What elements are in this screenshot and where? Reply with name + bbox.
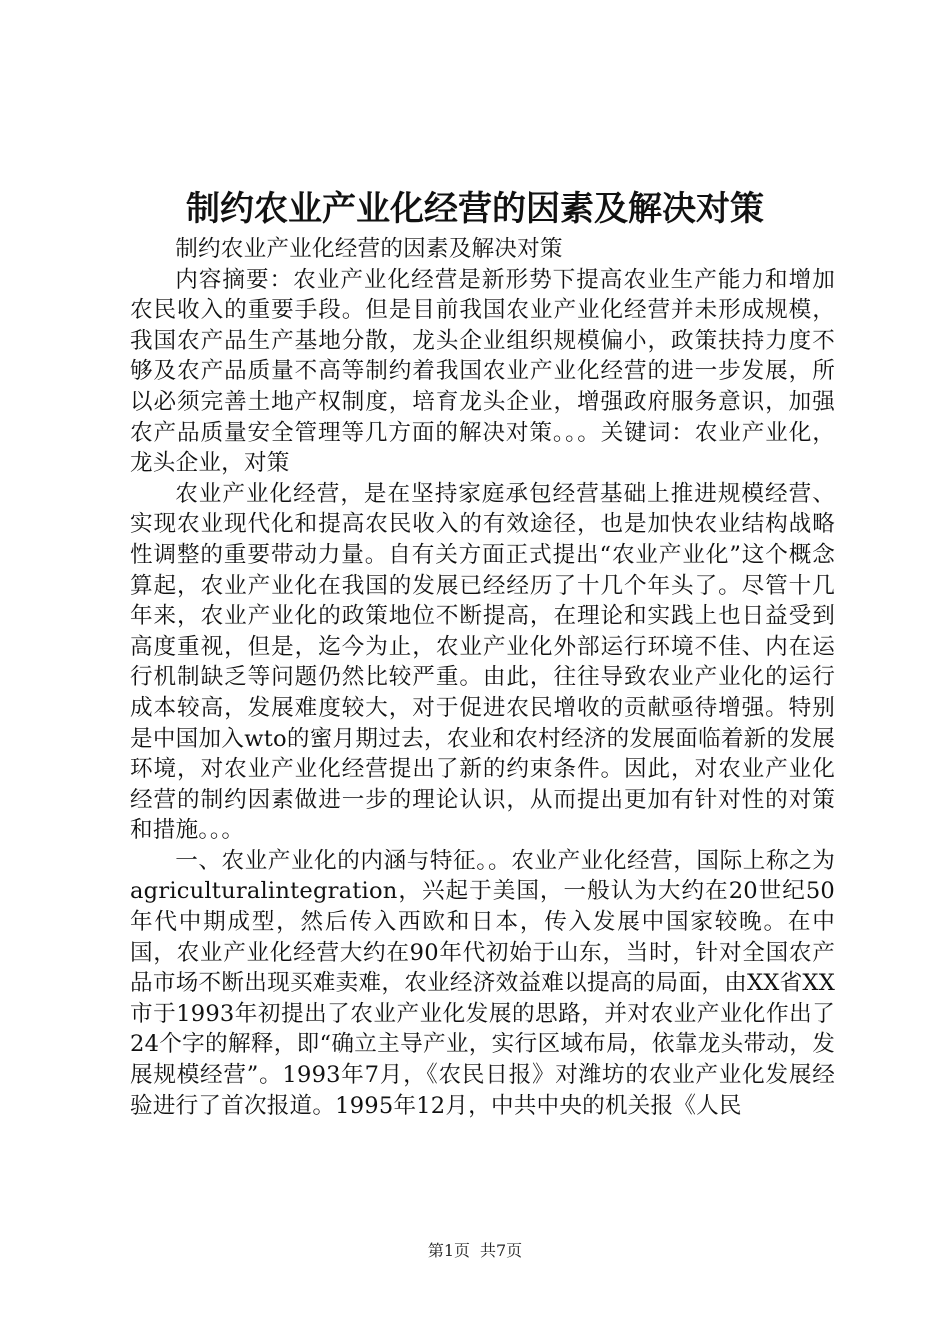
document-title: 制约农业产业化经营的因素及解决对策 [186, 189, 764, 229]
page-total: 共7页 [480, 1241, 523, 1260]
paragraph-section-one: 一、农业产业化的内涵与特征。。农业产业化经营，国际上称之为agriculturalintegration，兴起于美国，一般认为大约在20世纪50年代中期成型，然后传入西欧和日本，传入发展中国家较晚。在中国，农业产业化经营大约在90年代初始于山东，当时，针对全国农产品市场不断出现买难卖难，农业经济效益难以提高的局面，由XX省XX市于1993年初提出了农业产业化发展的思路，并对农业产业化作出了24个字的解释，即“确立主导产业，实行区域布局，依靠龙头带动，发展规模经营”。1993年7月，《农民日报》对潍坊的农业产业化发展经验进行了首次报道。1995年12月，中共中央的机关报《人民 [130, 847, 835, 1119]
document-body [130, 234, 835, 1121]
page-footer [0, 1240, 950, 1262]
page-number: 第1页 [427, 1241, 470, 1260]
paragraph-abstract: 内容摘要：农业产业化经营是新形势下提高农业生产能力和增加农民收入的重要手段。但是目前我国农业产业化经营并未形成规模，我国农产品生产基地分散，龙头企业组织规模偏小，政策扶持力度不够及农产品质量不高等制约着我国农业产业化经营的进一步发展，所以必须完善土地产权制度，培育龙头企业，增强政府服务意识，加强农产品质量安全管理等几方面的解决对策。。。关键词：农业产业化，龙头企业，对策 [130, 266, 835, 477]
paragraph-subtitle: 制约农业产业化经营的因素及解决对策 [175, 236, 563, 262]
paragraph-introduction: 农业产业化经营，是在坚持家庭承包经营基础上推进规模经营、实现农业现代化和提高农民收入的有效途径，也是加快农业结构战略性调整的重要带动力量。自有关方面正式提出“农业产业化”这个概念算起，农业产业化在我国的发展已经经历了十几个年头了。尽管十几年来，农业产业化的政策地位不断提高，在理论和实践上也日益受到高度重视，但是，迄今为止，农业产业化外部运行环境不佳、内在运行机制缺乏等问题仍然比较严重。由此，往往导致农业产业化的运行成本较高，发展难度较大，对于促进农民增收的贡献亟待增强。特别是中国加入wto的蜜月期过去，农业和农村经济的发展面临着新的发展环境，对农业产业化经营提出了新的约束条件。因此，对农业产业化经营的制约因素做进一步的理论认识，从而提出更加有针对性的对策和措施。。。 [130, 480, 835, 844]
